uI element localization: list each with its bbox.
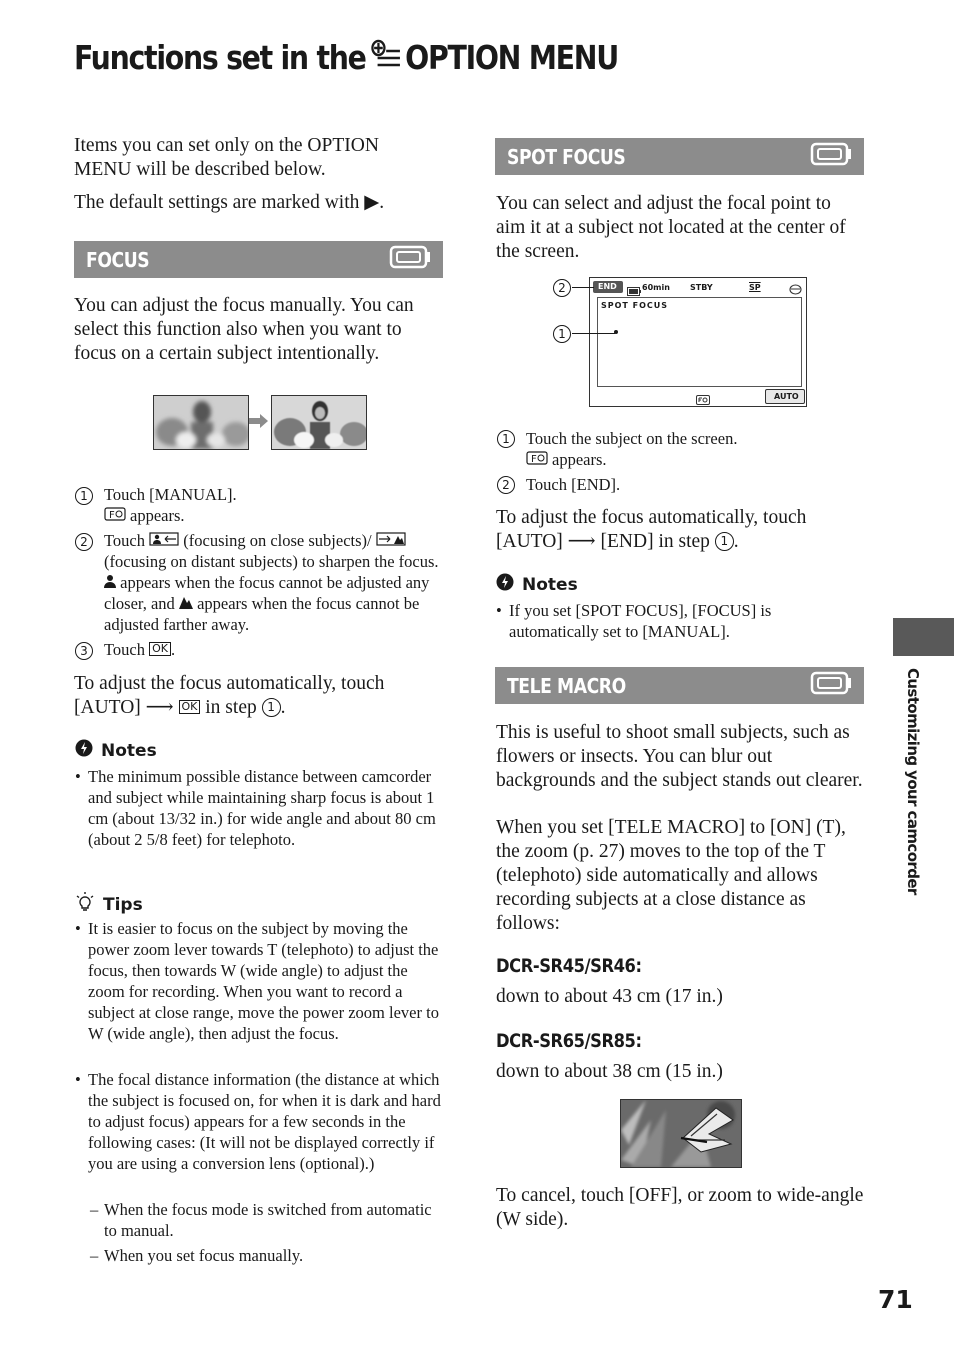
ok-button-label: OK [149,642,171,656]
focus-step-1-text: Touch [MANUAL]. [104,485,237,504]
focus-header-title: FOCUS [86,247,150,272]
spot-auto-instruction: To adjust the focus automatically, touch [AUTO] ⟶ [END] in step 1 . [496,507,807,552]
auto-button-label: AUTO [774,392,799,401]
default-settings-note: The default settings are marked with ▶. [74,192,385,213]
focus-note-1: • The minimum possible distance between camcorder and subject while maintaining sharp focus is about 1 cm (about 13/32 in.) for wide angle and about 80 cm (about 2 5/8 feet) for telephoto. [88,766,443,850]
focus-tips-title: Tips [103,894,143,915]
spot-focus-mode-label: SPOT FOCUS [601,301,669,310]
spot-step-1-sub: appears. [552,450,607,469]
tip-dash-marker-1: – [90,1200,99,1219]
title-prefix: Functions set in the [74,38,366,77]
focus-notes-title: Notes [101,740,157,761]
focus-before-image [153,395,249,450]
notes-icon [75,739,93,762]
section-tab-marker [893,618,954,656]
arrow-icon: ⟶ [567,531,596,552]
focus-header [74,241,443,278]
camera-mode-icon [810,141,852,172]
manual-focus-icon [104,505,126,526]
quality-indicator: SP [749,283,761,292]
near-focus-icon [149,531,179,550]
tele-macro-header [495,667,864,704]
focus-step-2-text-d: appears when the focus cannot be adjusted any closer, and [104,573,430,613]
auto-button[interactable] [765,389,805,404]
page-title [74,38,618,77]
model-name-1: DCR-SR45/SR46: [496,955,642,977]
far-focus-icon [376,531,406,550]
end-button[interactable] [593,281,623,293]
spot-focus-icon [696,392,710,410]
spot-focus-indicator-icon [526,449,548,470]
focus-step-2-text-a: Touch [104,531,146,550]
focus-auto-text-b: in step [205,697,257,718]
section-tab-label: Customizing your camcorder [904,668,922,895]
focus-step-3-text: Touch [104,640,146,659]
spot-note-1: • If you set [SPOT FOCUS], [FOCUS] is automatically set to [MANUAL]. [509,600,849,642]
focus-after-image [271,395,367,450]
tele-macro-header-title: TELE MACRO [507,673,626,698]
focus-tip-dash-1: When the focus mode is switched from automatic to manual. [104,1200,432,1240]
notes-icon [496,573,514,596]
focus-auto-step: 1 [262,698,281,717]
focus-description: You can adjust the focus manually. You can select this function also when you want to focus on a certain subject intentionally. [74,295,414,364]
tips-icon [75,892,95,917]
model-value-1: down to about 43 cm (17 in.) [496,986,723,1007]
focus-auto-ok: OK [179,700,201,714]
focus-auto-text-a: To adjust the focus automatically, touch [AUTO] [74,673,385,718]
focus-step-1-sub: appears. [130,506,185,525]
camera-mode-icon [389,244,431,275]
tele-macro-description: This is useful to shoot small subjects, such as flowers or insects. You can blur out backgrounds and the subject stands out clearer. [496,722,863,791]
focus-notes-heading [75,739,157,762]
focus-tip-2: • The focal distance information (the distance at which the subject is focused on, for when it is dark and hard to adjust focus) appears for a few seconds in the following cases: (It will not be displayed correctly if you are using a conversion lens (optional).) [88,1069,446,1174]
focus-tip-dash-2: When you set focus manually. [104,1246,304,1265]
callout-1: 1 [553,325,571,343]
spot-focus-description: You can select and adjust the focal point to aim it at a subject not located at the center of the screen. [496,193,846,262]
title-suffix: OPTION MENU [405,38,618,77]
butterfly-photo [620,1099,742,1168]
step-number-2: 2 [75,533,93,551]
step-number-1: 1 [75,487,93,505]
focus-step-2 [104,530,444,635]
spot-focus-header [495,138,864,175]
page-number: 71 [878,1285,913,1314]
model-name-2: DCR-SR65/SR85: [496,1030,642,1052]
callout-line-1 [572,333,615,334]
focus-step-1 [104,484,444,526]
spot-step-1 [526,428,856,470]
model-value-2: down to about 38 cm (15 in.) [496,1061,723,1082]
spot-notes-heading [496,573,578,596]
camera-mode-icon [810,670,852,701]
focus-step-2-text-e: appears when the focus cannot be adjusted farther away. [104,594,420,634]
far-limit-icon [179,594,193,613]
spot-step-number-2: 2 [497,476,515,494]
svg-text:F: F [109,510,115,521]
focus-step-2-text-c: (focusing on distant subjects) to sharpen the focus. [104,552,439,571]
step-number-3: 3 [75,642,93,660]
focus-tips-heading [75,892,143,917]
callout-2: 2 [553,279,571,297]
option-menu-icon [371,38,402,77]
tele-macro-cancel: To cancel, touch [OFF], or zoom to wide-angle (W side). [496,1185,864,1230]
spot-focus-header-title: SPOT FOCUS [507,144,626,169]
spot-auto-text-a: To adjust the focus automatically, touch [AUTO] [496,507,807,552]
focus-auto-instruction: To adjust the focus automatically, touch [AUTO] ⟶ OK in step 1 . [74,673,385,718]
spot-step-2: Touch [END]. [526,475,621,494]
spot-auto-step: 1 [715,532,734,551]
spot-auto-text-b: [END] in step [600,531,710,552]
near-limit-icon [104,573,116,592]
focus-step-3: Touch OK . [104,640,176,659]
intro-text: Items you can set only on the OPTION MENU will be described below. [74,135,379,180]
focus-tip-1: • It is easier to focus on the subject by moving the power zoom lever towards T (telephoto) to adjust the focus, then towards W (wide angle) to adjust the zoom for recording. When you want to record a subject at close range, move the power zoom lever to W (wide angle), then adjust the focus. [88,918,440,1044]
focus-step-2-text-b: (focusing on close subjects)/ [183,531,372,550]
end-button-label: END [598,282,617,291]
spot-step-1-text: Touch the subject on the screen. [526,429,738,448]
battery-remaining: 60min [642,283,670,292]
spot-focus-frame[interactable] [597,297,802,387]
arrow-right-icon [249,414,269,433]
tele-macro-description-2: When you set [TELE MACRO] to [ON] (T), the zoom (p. 27) moves to the top of the T (telephoto) side automatically and allows recording subjects at a close distance as follows: [496,817,846,934]
svg-text:F: F [531,454,537,465]
arrow-icon: ⟶ [145,697,174,718]
spot-notes-title: Notes [522,574,578,595]
callout-line-2 [572,287,594,288]
spot-step-number-1: 1 [497,430,515,448]
recording-status: STBY [690,283,713,292]
tip-dash-marker-2: – [90,1246,99,1265]
